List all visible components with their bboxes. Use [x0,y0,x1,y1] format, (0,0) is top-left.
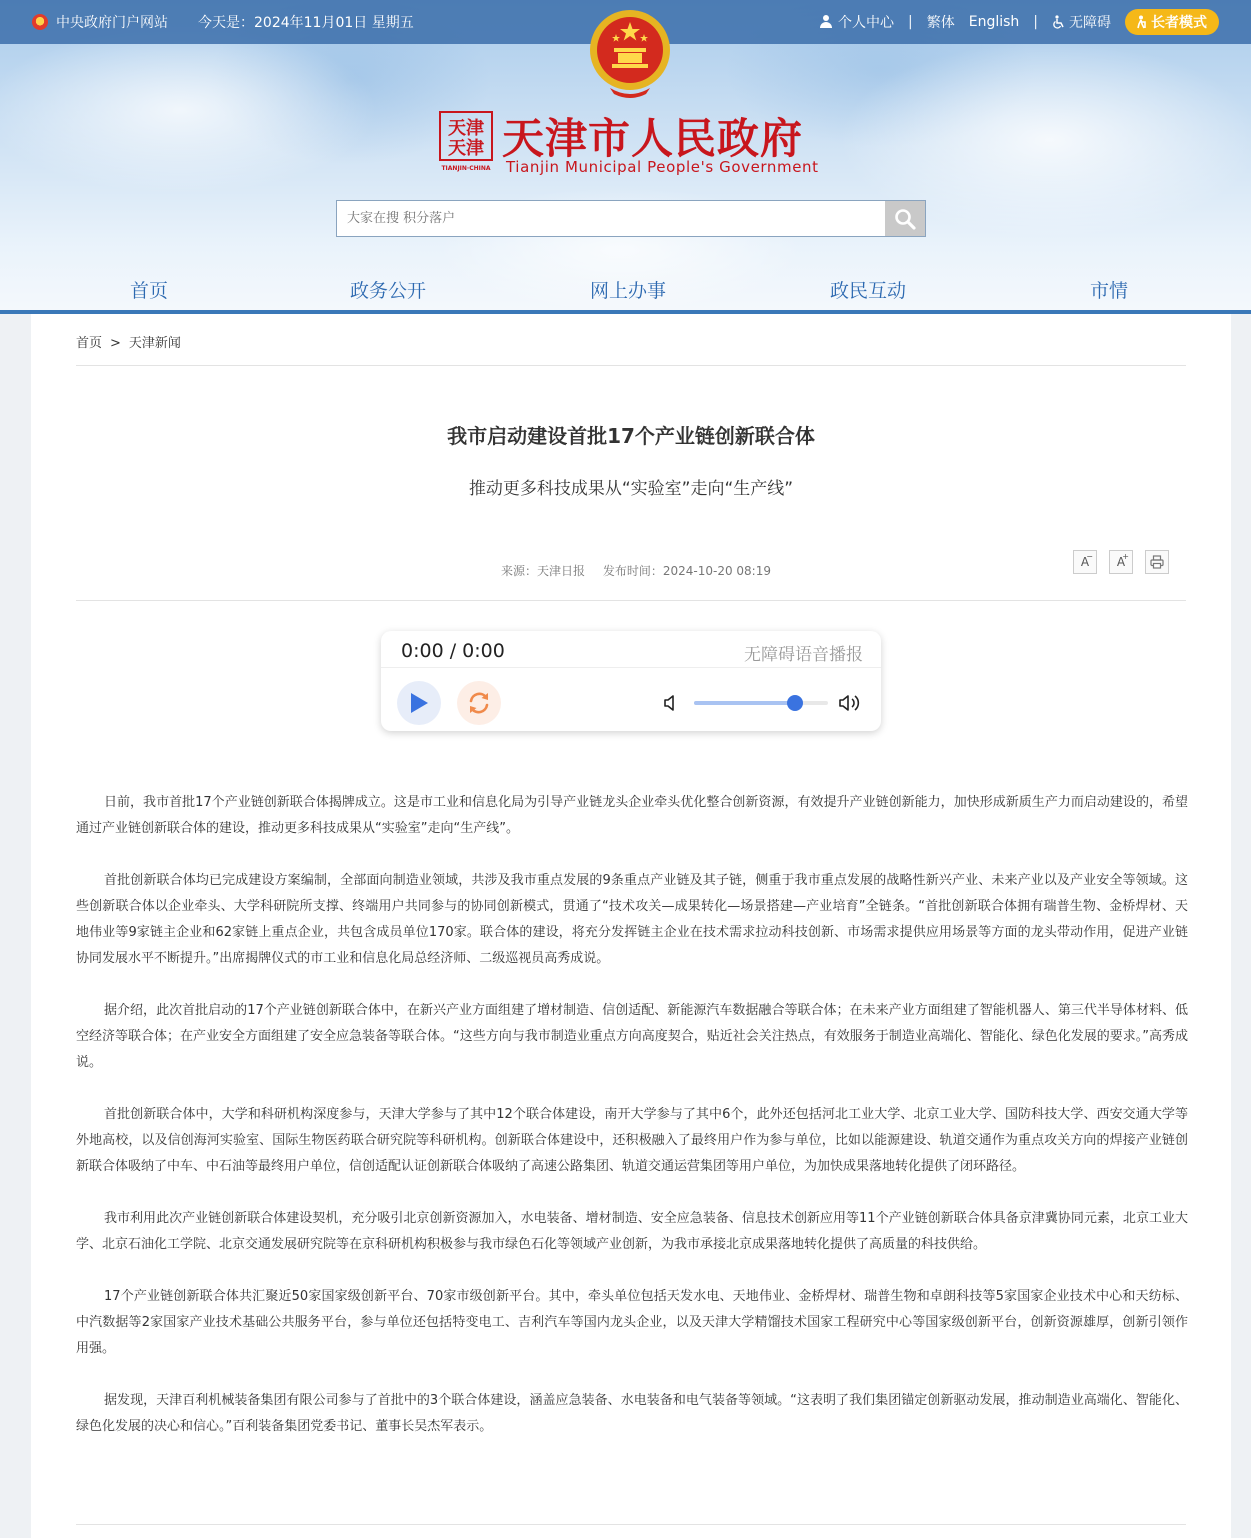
paragraph: 17个产业链创新联合体共汇聚近50家国家级创新平台、70家市级创新平台。其中，牵头单位包括天发水电、天地伟业、金桥焊材、瑞普生物和卓朗科技等5家国家企业技术中心和天纺标、中汽数据等2家国家产业技术基础公共服务平台，参与单位还包括特变电工、吉利汽车等国内龙头企业，以及天津大学精馏技术国家工程研究中心等国家级创新平台，创新资源雄厚，创新引领作用强。 [76,1289,1188,1356]
paragraph: 首批创新联合体中，大学和科研机构深度参与，天津大学参与了其中12个联合体建设，南开大学参与了其中6个，此外还包括河北工业大学、北京工业大学、国防科技大学、西安交通大学等外地高校，以及信创海河实验室、国际生物医药联合研究院等科研机构。创新联合体建设中，还积极融入了最终用户作为参与单位，比如以能源建设、轨道交通作为重点攻关方向的焊接产业链创新联合体吸纳了中车、中石油等最终用户单位，信创适配认证创新联合体吸纳了高速公路集团、轨道交通运营集团等用户单位，为加快成果落地转化提供了闭环路径。 [76,1107,1188,1174]
player-time: 0:00 / 0:00 [401,640,505,662]
breadcrumb-divider [76,365,1186,366]
national-emblem-logo [588,8,672,98]
player-divider [381,667,881,668]
article-bottom-divider [76,1524,1186,1525]
accessibility-link[interactable] [1052,12,1111,32]
divider: | [1033,14,1038,30]
top-bar-right [820,9,1219,35]
paragraph: 据介绍，此次首批启动的17个产业链创新联合体中，在新兴产业方面组建了增材制造、信创适配、新能源汽车数据融合等联合体；在未来产业方面组建了智能机器人、第三代半导体材料、低空经济等联合体；在产业安全方面组建了安全应急装备等联合体。“这些方向与我市制造业重点方向高度契合，贴近社会关注热点，有效服务于制造业高端化、智能化、绿色化发展的要求。”高秀成说。 [76,1003,1188,1070]
nav-city-info[interactable]: 市情 [1090,280,1129,302]
svg-text:天津: 天津 [448,118,484,139]
tianjin-seal-logo [438,110,494,172]
article-container [31,314,1231,1538]
top-bar-left [32,12,414,32]
audio-player [381,631,881,731]
site-header [0,0,1251,314]
replay-button[interactable] [457,681,501,725]
volume-low-icon[interactable] [663,693,679,713]
article-title: 我市启动建设首批17个产业链创新联合体 [447,424,815,448]
national-emblem-icon [32,14,48,30]
nav-home[interactable]: 首页 [130,280,169,302]
user-icon [820,15,832,28]
elder-mode-button[interactable] [1125,9,1219,35]
article-source: 来源：天津日报 [501,564,586,578]
player-label: 无障碍语音播报 [744,645,863,665]
divider: | [908,14,913,30]
svg-text:天津: 天津 [448,138,484,159]
nav-online-services[interactable]: 网上办事 [590,280,667,302]
article-tools [1073,550,1169,574]
elder-icon [1135,15,1147,29]
search-icon [893,207,917,231]
traditional-chinese-link[interactable]: 繁体 [926,15,955,31]
volume-slider[interactable] [694,701,828,705]
search-button[interactable] [885,201,925,236]
font-increase-button[interactable] [1109,550,1133,574]
font-decrease-label: A [1080,555,1090,569]
english-link[interactable]: English [968,14,1020,30]
personal-center-link[interactable] [820,12,894,32]
article-publish-time: 发布时间：2024-10-20 08:19 [602,564,771,578]
breadcrumb-separator: > [110,336,121,351]
font-increase-label: A [1116,555,1126,569]
government-subtitle: Tianjin Municipal People's Government [506,158,819,176]
breadcrumb [76,332,181,351]
nav-interaction[interactable]: 政民互动 [830,280,907,302]
article-subtitle: 推动更多科技成果从“实验室”走向“生产线” [468,479,794,499]
volume-high-icon[interactable] [838,691,864,715]
paragraph: 日前，我市首批17个产业链创新联合体揭牌成立。这是市工业和信息化局为引导产业链龙头企业牵头优化整合创新资源，有效提升产业链创新能力，加快形成新质生产力而启动建设的，希望通过产业链创新联合体的建设，推动更多科技成果从“实验室”走向“生产线”。 [76,795,1188,836]
print-button[interactable] [1145,550,1169,574]
current-date: 今天是：2024年11月01日 星期五 [198,15,414,31]
article-body [76,790,1188,1466]
article-meta [501,562,771,579]
search-input[interactable] [337,201,885,236]
volume-knob[interactable] [787,695,803,711]
paragraph: 首批创新联合体均已完成建设方案编制，全部面向制造业领域，共涉及我市重点发展的9条重点产业链及其子链，侧重于我市重点发展的战略性新兴产业、未来产业以及产业安全等领域。这些创新联合体以企业牵头、大学科研院所支撑、终端用户共同参与的协同创新模式，贯通了“技术攻关—成果转化—场景搭建—产业培育”全链条。“首批创新联合体拥有瑞普生物、金桥焊材、天地伟业等9家链主企业和62家链上重点企业，共包含成员单位170家。联合体的建设，将充分发挥链主企业在技术需求拉动科技创新、市场需求提供应用场景等方面的龙头带动作用，促进产业链协同发展水平不断提升。”出席揭牌仪式的市工业和信息化局总经济师、二级巡视员高秀成说。 [76,873,1188,966]
play-button[interactable] [397,681,441,725]
breadcrumb-current[interactable]: 天津新闻 [128,336,181,351]
svg-text:TIANJIN·CHINA: TIANJIN·CHINA [441,165,491,172]
minus-icon: − [1086,552,1093,561]
government-title: 天津市人民政府 [502,114,804,163]
search-bar [336,200,926,237]
central-gov-link[interactable]: 中央政府门户网站 [56,15,168,31]
paragraph: 据发现，天津百利机械装备集团有限公司参与了首批中的3个联合体建设，涵盖应急装备、水电装备和电气装备等领域。“这表明了我们集团锚定创新驱动发展，推动制造业高端化、智能化、绿色化发展的决心和信心。”百利装备集团党委书记、董事长吴杰军表示。 [76,1393,1188,1434]
accessibility-label: 无障碍 [1069,15,1111,31]
breadcrumb-home[interactable]: 首页 [76,336,103,351]
paragraph: 我市利用此次产业链创新联合体建设契机，充分吸引北京创新资源加入，水电装备、增材制造、安全应急装备、信息技术创新应用等11个产业链创新联合体具备京津冀协同元素，北京工业大学、北京石油化工学院、北京交通发展研究院等在京科研机构积极参与我市绿色石化等领域产业创新，为我市承接北京成果落地转化提供了高质量的科技供给。 [76,1211,1188,1252]
volume-level [694,701,795,705]
font-decrease-button[interactable] [1073,550,1097,574]
plus-icon: + [1122,552,1129,561]
print-icon [1150,555,1164,569]
play-icon [409,692,429,714]
main-nav [0,276,1251,308]
wheelchair-icon [1052,15,1066,29]
personal-center-label: 个人中心 [838,15,894,31]
nav-gov-affairs[interactable]: 政务公开 [350,280,427,302]
replay-icon [465,689,493,717]
elder-mode-label: 长者模式 [1151,15,1207,31]
meta-divider [76,600,1186,601]
